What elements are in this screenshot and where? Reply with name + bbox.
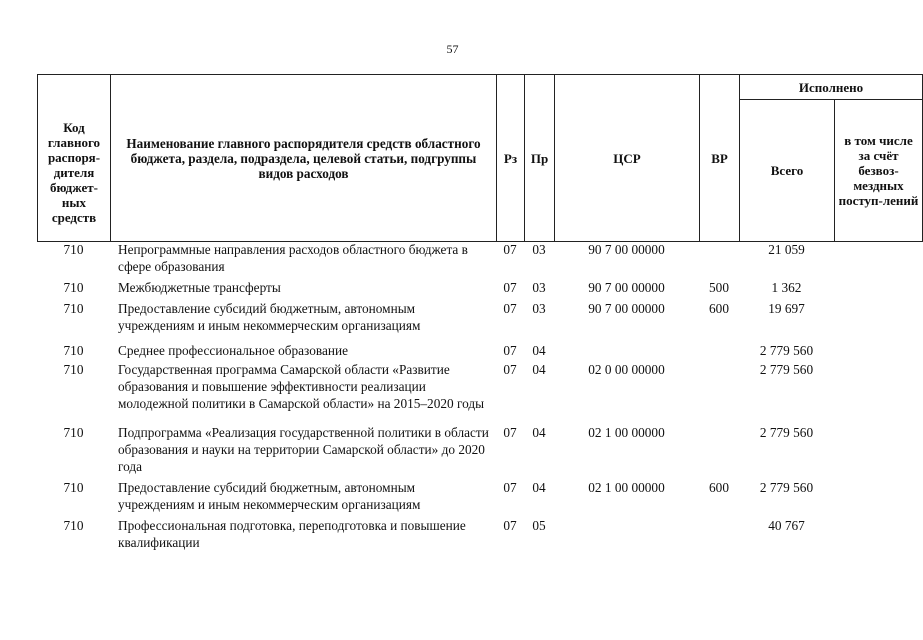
row-gratuitous bbox=[834, 300, 922, 342]
row-total: 2 779 560 bbox=[759, 425, 814, 440]
header-gratuitous: в том числе за счёт безвоз-мездных поступ-лений bbox=[835, 100, 923, 242]
row-vr bbox=[699, 361, 739, 424]
row-rz: 07 bbox=[503, 362, 517, 377]
row-vr bbox=[699, 424, 739, 479]
row-pr: 04 bbox=[532, 362, 546, 377]
row-code: 710 bbox=[63, 425, 84, 440]
header-csr: ЦСР bbox=[555, 75, 700, 242]
row-total: 21 059 bbox=[768, 242, 805, 257]
row-pr: 04 bbox=[532, 425, 546, 440]
table-row bbox=[37, 241, 922, 279]
header-name: Наименование главного распорядителя средств областного бюджета, раздела, подраздела, целевой статьи, подгруппы видов расходов bbox=[111, 75, 497, 242]
row-code: 710 bbox=[63, 242, 84, 257]
row-gratuitous bbox=[834, 361, 922, 424]
row-vr bbox=[699, 241, 739, 279]
row-gratuitous bbox=[834, 517, 922, 551]
row-name: Предоставление субсидий бюджетным, автономным учреждениям и иным некоммерческим организациям bbox=[118, 480, 421, 512]
header-rz: Рз bbox=[497, 75, 525, 242]
row-vr bbox=[699, 342, 739, 361]
table-row bbox=[37, 517, 922, 551]
row-rz: 07 bbox=[503, 480, 517, 495]
header-pr: Пр bbox=[525, 75, 555, 242]
row-csr: 02 1 00 00000 bbox=[588, 480, 665, 495]
row-rz: 07 bbox=[503, 518, 517, 533]
row-pr: 03 bbox=[532, 280, 546, 295]
table-row bbox=[37, 424, 922, 479]
row-code: 710 bbox=[63, 362, 84, 377]
row-total: 1 362 bbox=[771, 280, 802, 295]
row-rz: 07 bbox=[503, 343, 517, 358]
row-name: Предоставление субсидий бюджетным, автономным учреждениям и иным некоммерческим организациям bbox=[118, 301, 421, 333]
row-rz: 07 bbox=[503, 425, 517, 440]
row-vr bbox=[699, 517, 739, 551]
row-pr: 04 bbox=[532, 343, 546, 358]
row-total: 40 767 bbox=[768, 518, 805, 533]
row-total: 2 779 560 bbox=[759, 480, 814, 495]
row-name: Среднее профессиональное образование bbox=[118, 343, 348, 358]
table-header bbox=[37, 74, 923, 242]
row-pr: 03 bbox=[532, 242, 546, 257]
row-name: Непрограммные направления расходов областного бюджета в сфере образования bbox=[118, 242, 468, 274]
row-csr: 02 1 00 00000 bbox=[588, 425, 665, 440]
row-rz: 07 bbox=[503, 280, 517, 295]
row-gratuitous bbox=[834, 279, 922, 300]
table-row bbox=[37, 479, 922, 517]
table-row bbox=[37, 300, 922, 342]
row-csr: 90 7 00 00000 bbox=[588, 301, 665, 316]
row-name: Профессиональная подготовка, переподготовка и повышение квалификации bbox=[118, 518, 466, 550]
row-code: 710 bbox=[63, 480, 84, 495]
row-pr: 03 bbox=[532, 301, 546, 316]
row-pr: 05 bbox=[532, 518, 546, 533]
row-code: 710 bbox=[63, 301, 84, 316]
row-total: 2 779 560 bbox=[759, 343, 814, 358]
row-rz: 07 bbox=[503, 301, 517, 316]
row-code: 710 bbox=[63, 343, 84, 358]
row-vr: 500 bbox=[709, 280, 729, 295]
row-pr: 04 bbox=[532, 480, 546, 495]
row-code: 710 bbox=[63, 280, 84, 295]
row-csr: 02 0 00 00000 bbox=[588, 362, 665, 377]
header-vr: ВР bbox=[700, 75, 740, 242]
row-csr: 90 7 00 00000 bbox=[588, 280, 665, 295]
table-row bbox=[37, 361, 922, 424]
row-name: Государственная программа Самарской области «Развитие образования и повышение эффективности реализации молодежной политики в Самарской области» на 2015–2020 годы bbox=[118, 362, 485, 411]
row-csr bbox=[554, 342, 699, 361]
row-gratuitous bbox=[834, 241, 922, 279]
row-vr: 600 bbox=[709, 480, 729, 495]
row-gratuitous bbox=[834, 424, 922, 479]
header-executed: Исполнено bbox=[740, 75, 923, 100]
row-vr: 600 bbox=[709, 301, 729, 316]
row-gratuitous bbox=[834, 342, 922, 361]
header-total: Всего bbox=[740, 100, 835, 242]
row-gratuitous bbox=[834, 479, 922, 517]
row-name: Межбюджетные трансферты bbox=[118, 280, 281, 295]
row-total: 19 697 bbox=[768, 301, 805, 316]
page-number: 57 bbox=[446, 42, 459, 56]
row-csr bbox=[554, 517, 699, 551]
row-total: 2 779 560 bbox=[759, 362, 814, 377]
table-body bbox=[37, 241, 922, 551]
row-code: 710 bbox=[63, 518, 84, 533]
table-row bbox=[37, 342, 922, 361]
row-name: Подпрограмма «Реализация государственной политики в области образования и науки на территории Самарской области» до 2020 года bbox=[118, 425, 489, 474]
row-rz: 07 bbox=[503, 242, 517, 257]
table-row bbox=[37, 279, 922, 300]
header-code: Код главного распоря-дителя бюджет-ных средств bbox=[38, 75, 111, 242]
row-csr: 90 7 00 00000 bbox=[588, 242, 665, 257]
